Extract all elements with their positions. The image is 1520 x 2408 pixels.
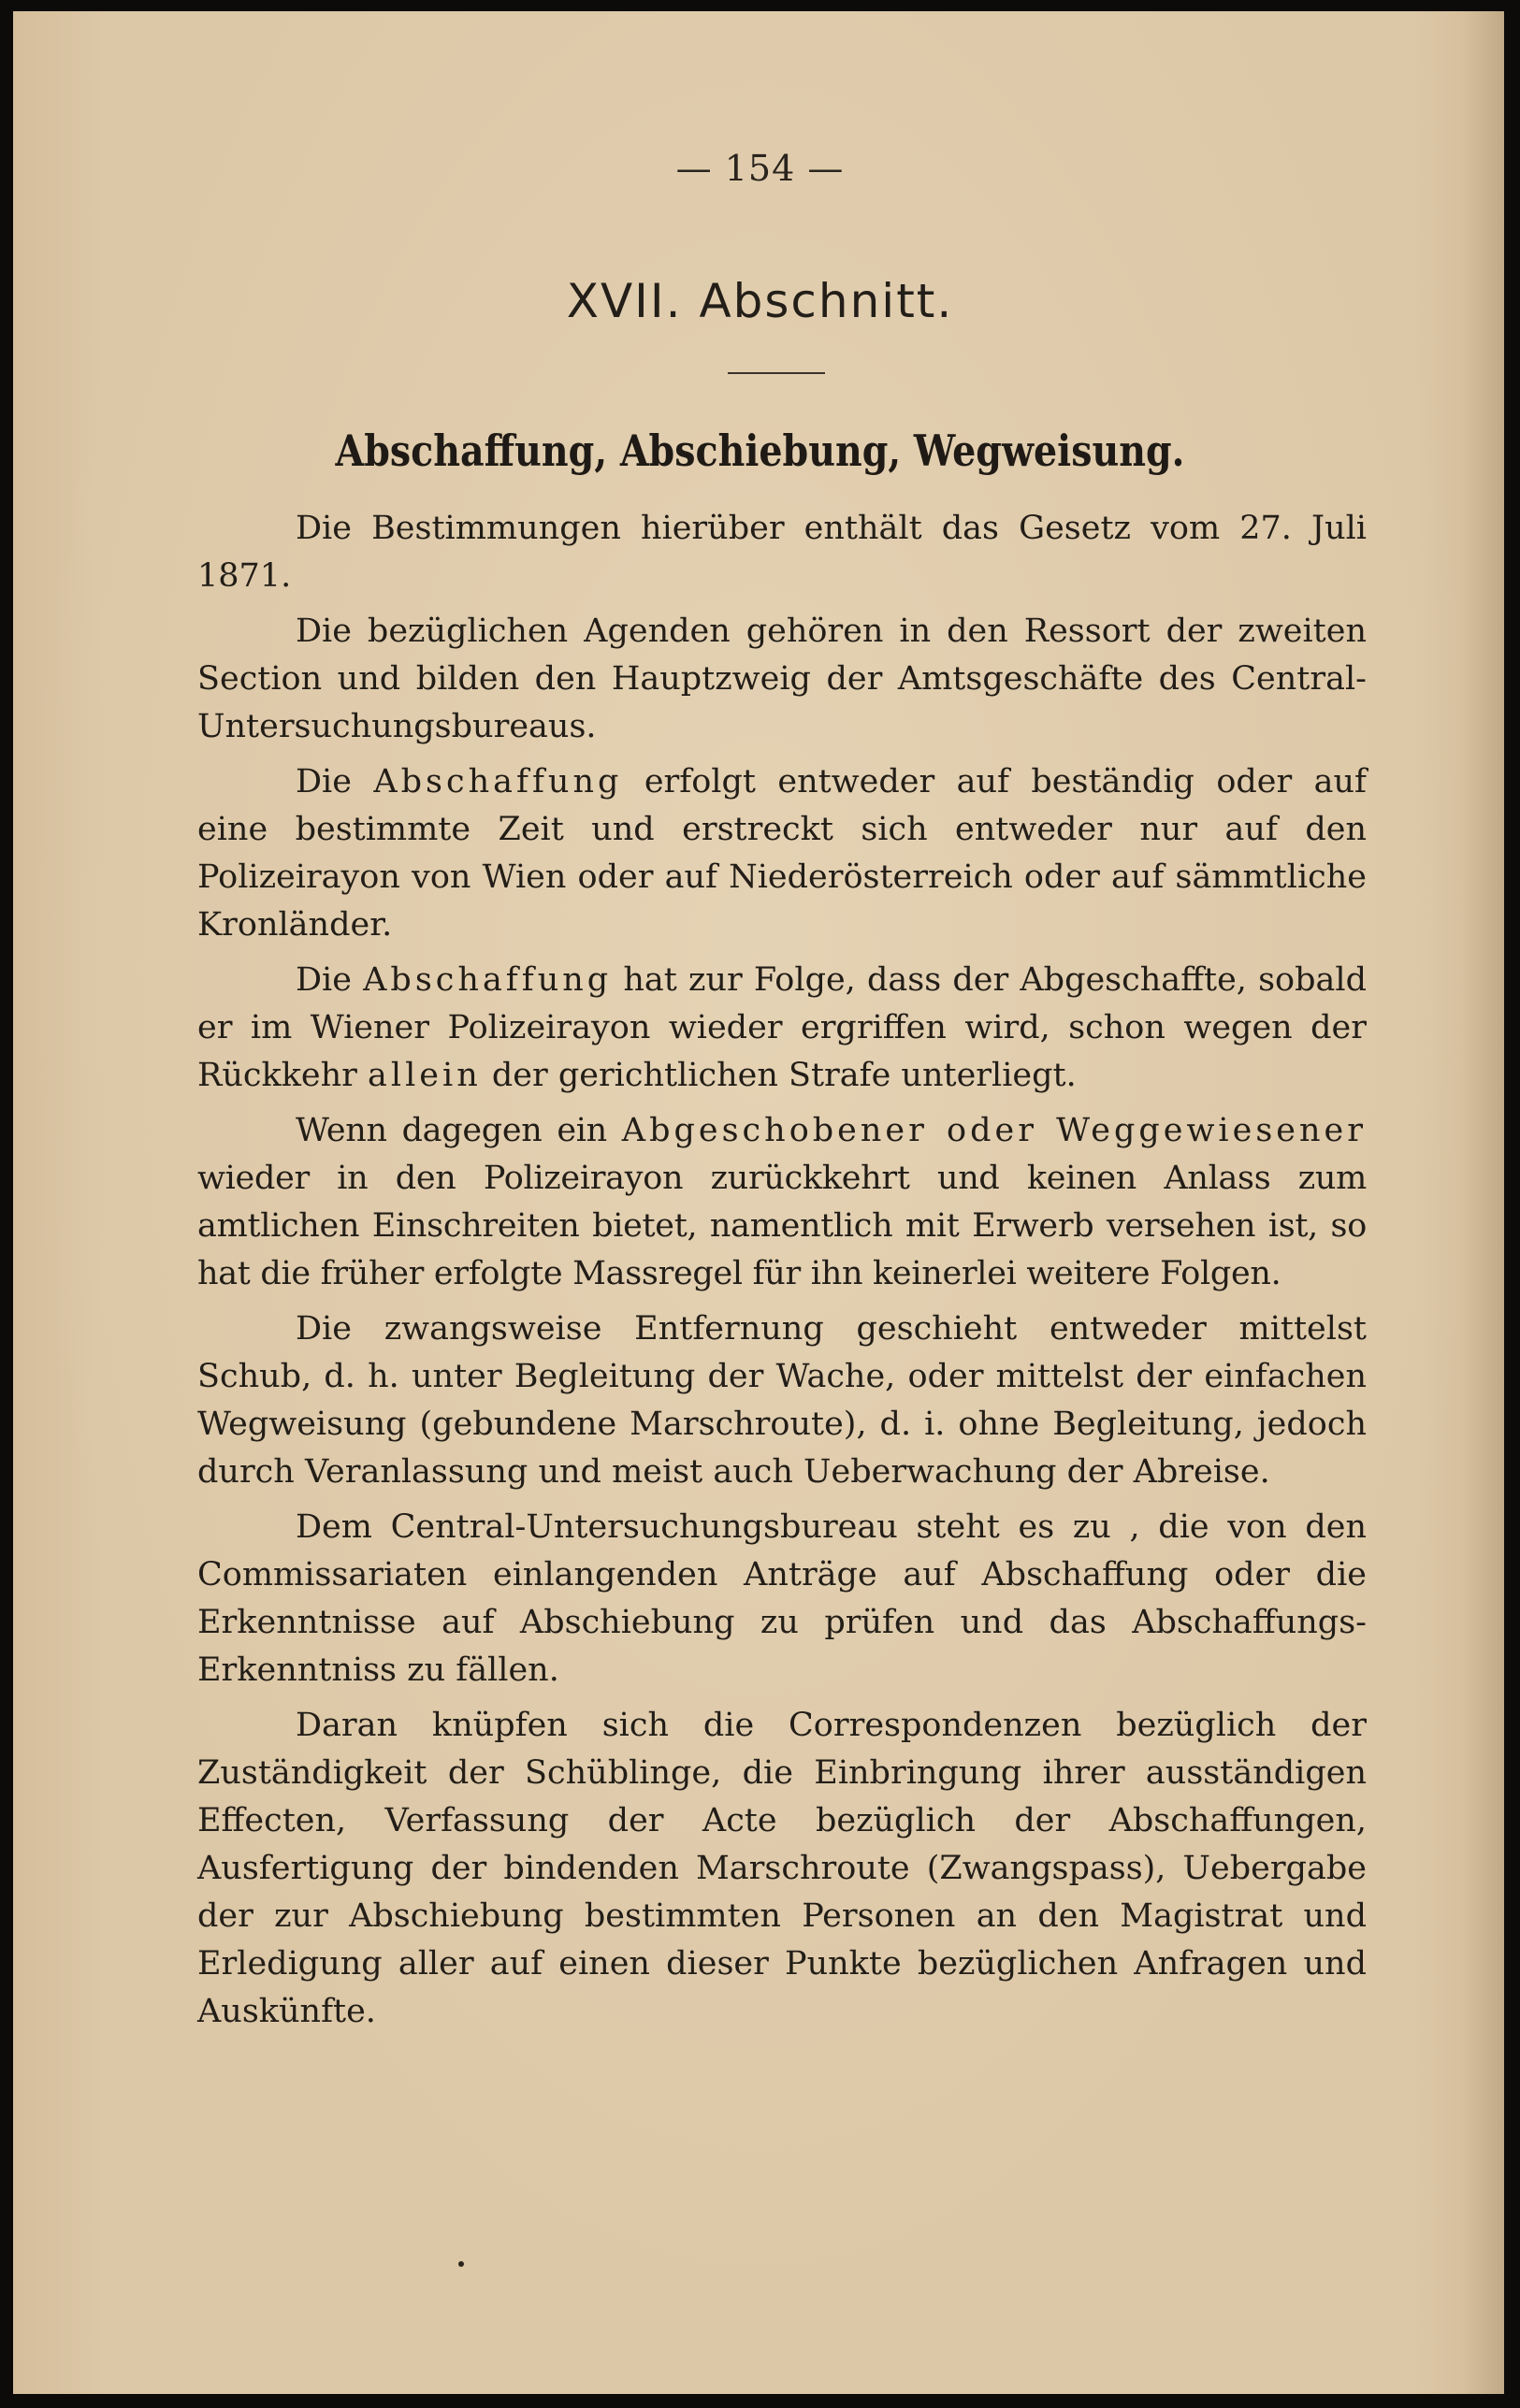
paragraph-4-rest: der gerichtlichen Strafe unterliegt.	[481, 1057, 1077, 1094]
paragraph-4-emphasis-2: allein	[368, 1057, 482, 1094]
paragraph-4	[197, 957, 1367, 1100]
paragraph-2: Die bezüglichen Agenden gehören in den Ressort der zweiten Section und bilden den Hauptzweig der Amtsgeschäfte des Central-Untersuchungsbureaus.	[197, 613, 1367, 745]
paragraph-6: Die zwangsweise Entfernung geschieht entweder mittelst Schub, d. h. unter Begleitung der Wache, oder mittelst der einfachen Wegweisung (gebundene Marschroute), d. i. ohne Begleitung, jedoch durch Veranlassung und meist auch Ueberwachung der Abreise.	[197, 1310, 1367, 1491]
paragraph-3-rest: erfolgt entweder auf beständig oder auf eine bestimmte Zeit und erstreckt sich entweder nur auf den Polizeirayon von Wien oder auf Niederösterreich oder auf sämmtliche Kronländer.	[197, 763, 1367, 944]
paragraph-3	[197, 758, 1367, 949]
paragraph-3-emphasis: Abschaffung	[373, 763, 623, 800]
paragraph-1: Die Bestimmungen hierüber enthält das Gesetz vom 27. Juli 1871.	[197, 510, 1367, 595]
paragraph-5	[197, 1107, 1367, 1298]
section-subtitle: Abschaffung, Abschiebung, Wegweisung.	[335, 425, 1185, 476]
paragraph-4-intro: Die	[296, 961, 364, 999]
page-edge-shadow	[1461, 11, 1504, 2394]
body-text	[197, 505, 1367, 2043]
paragraph-4-middle: hat zur Folge, dass der Abgeschaffte, sobald er im Wiener Polizeirayon wieder ergriffen wird, schon wegen der Rückkehr	[197, 961, 1368, 1094]
section-title: XVII. Abschnitt.	[566, 274, 954, 328]
paragraph-3-intro: Die	[296, 763, 374, 800]
paragraph-7: Dem Central-Untersuchungsbureau steht es zu , die von den Commissariaten einlangenden Anträge auf Abschaffung oder die Erkenntnisse auf Abschiebung zu prüfen und das Abschaffungs-Erkenntniss zu fällen.	[197, 1508, 1367, 1689]
ink-speck	[458, 2261, 464, 2267]
title-divider	[728, 372, 825, 374]
paragraph-4-emphasis: Abschaffung	[363, 961, 613, 999]
paragraph-8: Daran knüpfen sich die Correspondenzen bezüglich der Zuständigkeit der Schüblinge, die Einbringung ihrer ausständigen Effecten, Verfassung der Acte bezüglich der Abschaffungen, Ausfertigung der bindenden Marschroute (Zwangspass), Uebergabe der zur Abschiebung bestimmten Personen an den Magistrat und Erledigung aller auf einen dieser Punkte bezüglichen Anfragen und Auskünfte.	[197, 1707, 1367, 2030]
paragraph-5-rest: wieder in den Polizeirayon zurückkehrt und keinen Anlass zum amtlichen Einschreiten bietet, namentlich mit Erwerb versehen ist, so hat die früher erfolgte Massregel für ihn keinerlei weitere Folgen.	[197, 1160, 1367, 1292]
paragraph-5-intro: Wenn dagegen ein	[296, 1112, 622, 1149]
paragraph-5-emphasis: Abgeschobener oder Weggewiesener	[621, 1112, 1367, 1149]
page-number: — 154 —	[675, 148, 845, 189]
